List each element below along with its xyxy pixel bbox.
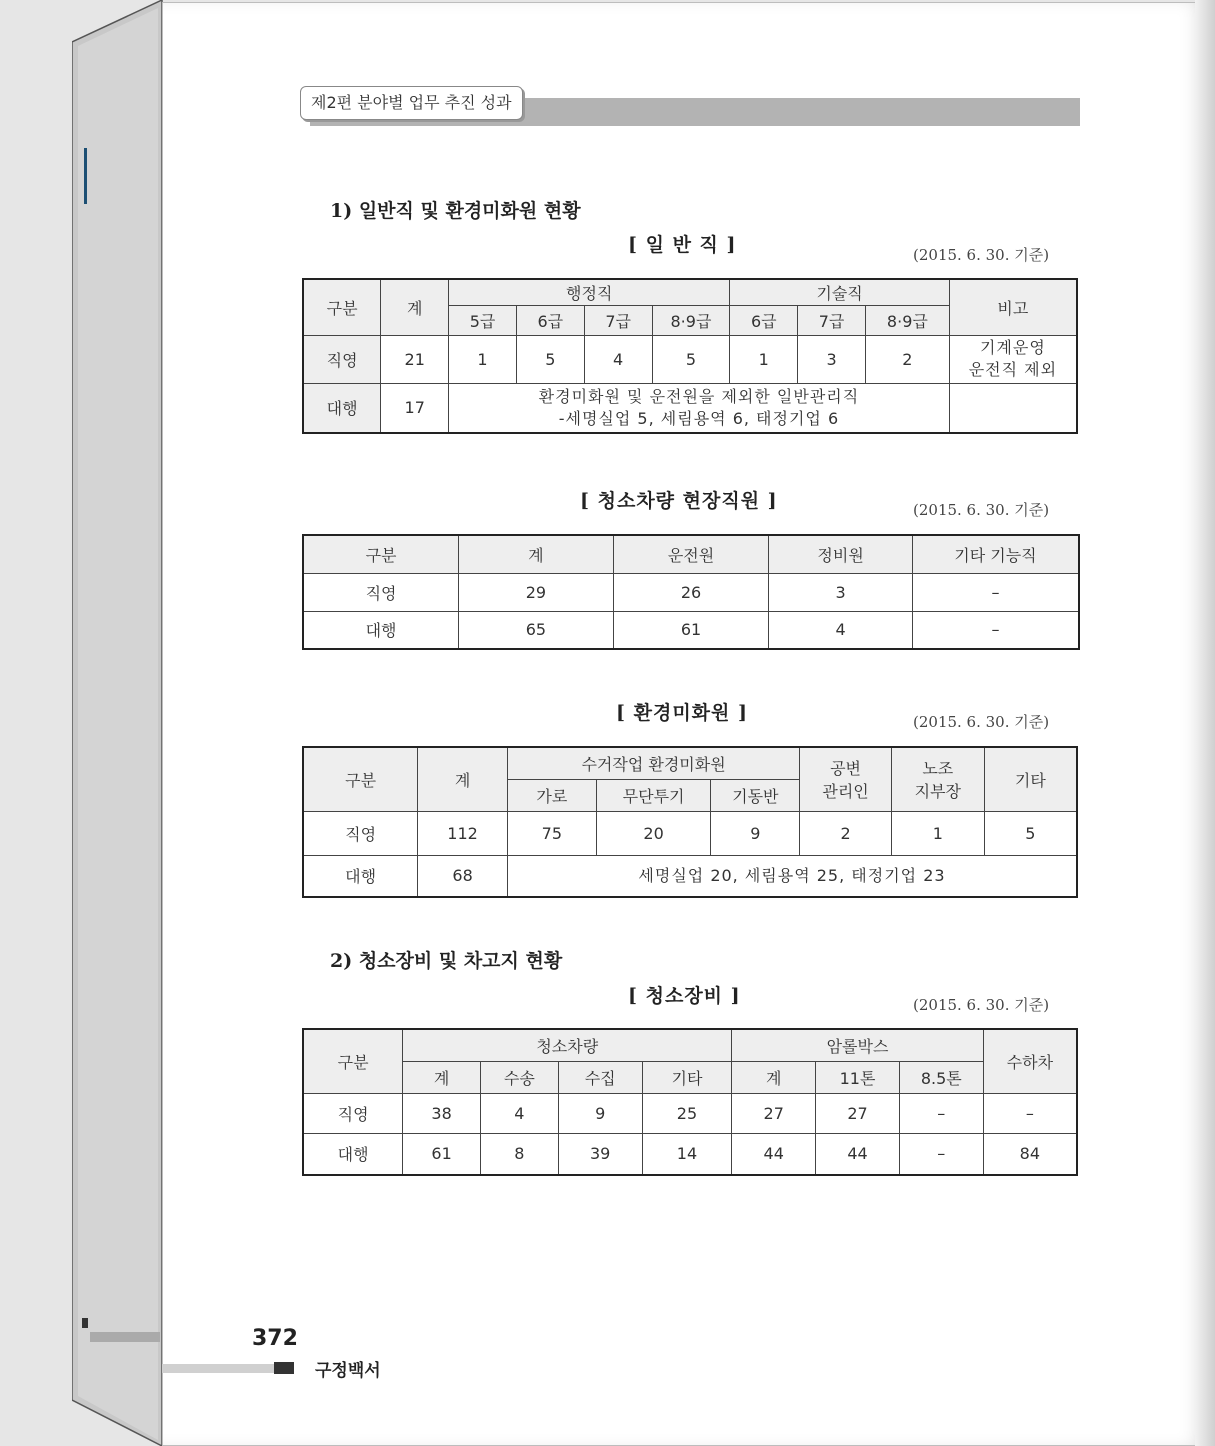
note-line: 기계운영 [979, 338, 1046, 357]
cell-total: 21 [381, 335, 449, 383]
header-line: 노조 [922, 759, 954, 779]
table-row [303, 611, 1079, 649]
row-label: 직영 [303, 335, 381, 383]
cell: 26 [613, 573, 769, 611]
table-row [303, 811, 1077, 855]
header-etc: 기타 [984, 747, 1077, 811]
reference-date: (2015. 6. 30. 기준) [913, 996, 1050, 1014]
cell: 4 [584, 335, 652, 383]
header-total: 계 [418, 747, 508, 811]
cell: 44 [732, 1133, 816, 1175]
footer-marker [274, 1362, 294, 1374]
cell-total: 17 [381, 383, 449, 433]
cell: 3 [798, 335, 866, 383]
header-gubun: 구분 [303, 279, 381, 335]
cell: – [912, 573, 1079, 611]
cell: 1 [730, 335, 798, 383]
cell: 1 [449, 335, 517, 383]
header-toilet-manager [800, 747, 892, 811]
cell: 2 [865, 335, 949, 383]
section-title: 2) 청소장비 및 차고지 현황 [330, 950, 563, 972]
cell: – [912, 611, 1079, 649]
header-night-soil: 수하차 [983, 1029, 1077, 1093]
table-row [303, 573, 1079, 611]
row-label: 대행 [303, 611, 459, 649]
cell: 1 [891, 811, 984, 855]
cell: 29 [459, 573, 614, 611]
header-tech: 기술직 [730, 279, 949, 305]
cell: 5 [984, 811, 1077, 855]
header-transport: 수송 [481, 1061, 559, 1093]
reference-date: (2015. 6. 30. 기준) [913, 713, 1050, 731]
header-vehicles: 청소차량 [403, 1029, 732, 1061]
cell: 5 [652, 335, 730, 383]
general-staff-table [302, 278, 1078, 434]
row-label: 직영 [303, 1093, 403, 1133]
row-label: 대행 [303, 1133, 403, 1175]
header-other: 기타 기능직 [912, 535, 1079, 573]
header-line: 지부장 [914, 782, 961, 802]
header-grade7: 7급 [584, 305, 652, 335]
cleaners-table [302, 746, 1078, 898]
cell-total: 68 [418, 855, 508, 897]
reference-date: (2015. 6. 30. 기준) [913, 246, 1050, 264]
cell: 9 [558, 1093, 642, 1133]
table-row [303, 855, 1077, 897]
description-line: -세명실업 5, 세림용역 6, 태정기업 6 [558, 408, 840, 428]
row-label: 직영 [303, 811, 418, 855]
header-tech-grade89: 8·9급 [865, 305, 949, 335]
note-line: 운전직 제외 [968, 360, 1058, 379]
book-spine [72, 0, 164, 1446]
table-title: [ 일 반 직 ] [628, 234, 737, 256]
cell: 65 [459, 611, 614, 649]
table-row [303, 1093, 1077, 1133]
table-row [303, 1133, 1077, 1175]
cell: 3 [769, 573, 913, 611]
table-row [303, 335, 1077, 383]
header-line: 관리인 [822, 782, 869, 802]
cell: 14 [642, 1133, 732, 1175]
page-edge-shade [1195, 0, 1215, 1446]
header-11t: 11톤 [816, 1061, 900, 1093]
header-total: 계 [381, 279, 449, 335]
section-title: 1) 일반직 및 환경미화원 현황 [330, 200, 581, 222]
header-grade5: 5급 [449, 305, 517, 335]
row-label: 대행 [303, 855, 418, 897]
cell: – [899, 1093, 983, 1133]
cell: – [983, 1093, 1077, 1133]
header-85t: 8.5톤 [899, 1061, 983, 1093]
header-armroll-total: 계 [732, 1061, 816, 1093]
row-label: 대행 [303, 383, 381, 433]
reference-date: (2015. 6. 30. 기준) [913, 501, 1050, 519]
cell: 61 [613, 611, 769, 649]
cell: 20 [596, 811, 711, 855]
cell: 25 [642, 1093, 732, 1133]
header-illegal-dumping: 무단투기 [596, 779, 711, 811]
cell: 27 [816, 1093, 900, 1133]
cell: 38 [403, 1093, 481, 1133]
header-gubun: 구분 [303, 1029, 403, 1093]
cell: 84 [983, 1133, 1077, 1175]
row-label: 직영 [303, 573, 459, 611]
header-vehicle-total: 계 [403, 1061, 481, 1093]
header-gubun: 구분 [303, 747, 418, 811]
table-title: [ 청소차량 현장직원 ] [580, 490, 778, 512]
cell: 9 [711, 811, 800, 855]
page-number: 372 [252, 1326, 298, 1351]
header-driver: 운전원 [613, 535, 769, 573]
header-line: 공변 [830, 759, 861, 779]
cell: – [899, 1133, 983, 1175]
header-grade6: 6급 [516, 305, 584, 335]
table-title: [ 청소장비 ] [628, 985, 741, 1007]
header-mobile-team: 기동반 [711, 779, 800, 811]
cell: 5 [516, 335, 584, 383]
description-cell: 세명실업 20, 세림용역 25, 태정기업 23 [507, 855, 1077, 897]
header-union-leader [891, 747, 984, 811]
header-admin: 행정직 [449, 279, 730, 305]
header-tech-grade7: 7급 [798, 305, 866, 335]
cell: 2 [800, 811, 892, 855]
footer-bar [162, 1364, 274, 1373]
description-cell [449, 383, 950, 433]
header-grade89: 8·9급 [652, 305, 730, 335]
book-title: 구정백서 [315, 1361, 381, 1381]
cell: 4 [769, 611, 913, 649]
cell-total: 112 [418, 811, 508, 855]
table-row [303, 383, 1077, 433]
cell: 4 [481, 1093, 559, 1133]
header-street: 가로 [507, 779, 596, 811]
chapter-tab: 제2편 분야별 업무 추진 성과 [300, 86, 523, 120]
header-tech-grade6: 6급 [730, 305, 798, 335]
cell: 44 [816, 1133, 900, 1175]
note-cell [949, 335, 1077, 383]
description-line: 환경미화원 및 운전원을 제외한 일반관리직 [538, 386, 860, 406]
header-gubun: 구분 [303, 535, 459, 573]
table-title: [ 환경미화원 ] [616, 702, 748, 724]
header-collect: 수집 [558, 1061, 642, 1093]
vehicle-staff-table [302, 534, 1080, 650]
header-vehicle-etc: 기타 [642, 1061, 732, 1093]
cell: 39 [558, 1133, 642, 1175]
equipment-table [302, 1028, 1078, 1176]
cell: 61 [403, 1133, 481, 1175]
header-mechanic: 정비원 [769, 535, 913, 573]
header-collect: 수거작업 환경미화원 [507, 747, 799, 779]
cell: 8 [481, 1133, 559, 1175]
header-armroll: 암롤박스 [732, 1029, 983, 1061]
header-note: 비고 [949, 279, 1077, 335]
cell: 27 [732, 1093, 816, 1133]
cell: 75 [507, 811, 596, 855]
cell-empty [949, 383, 1077, 433]
header-total: 계 [459, 535, 614, 573]
